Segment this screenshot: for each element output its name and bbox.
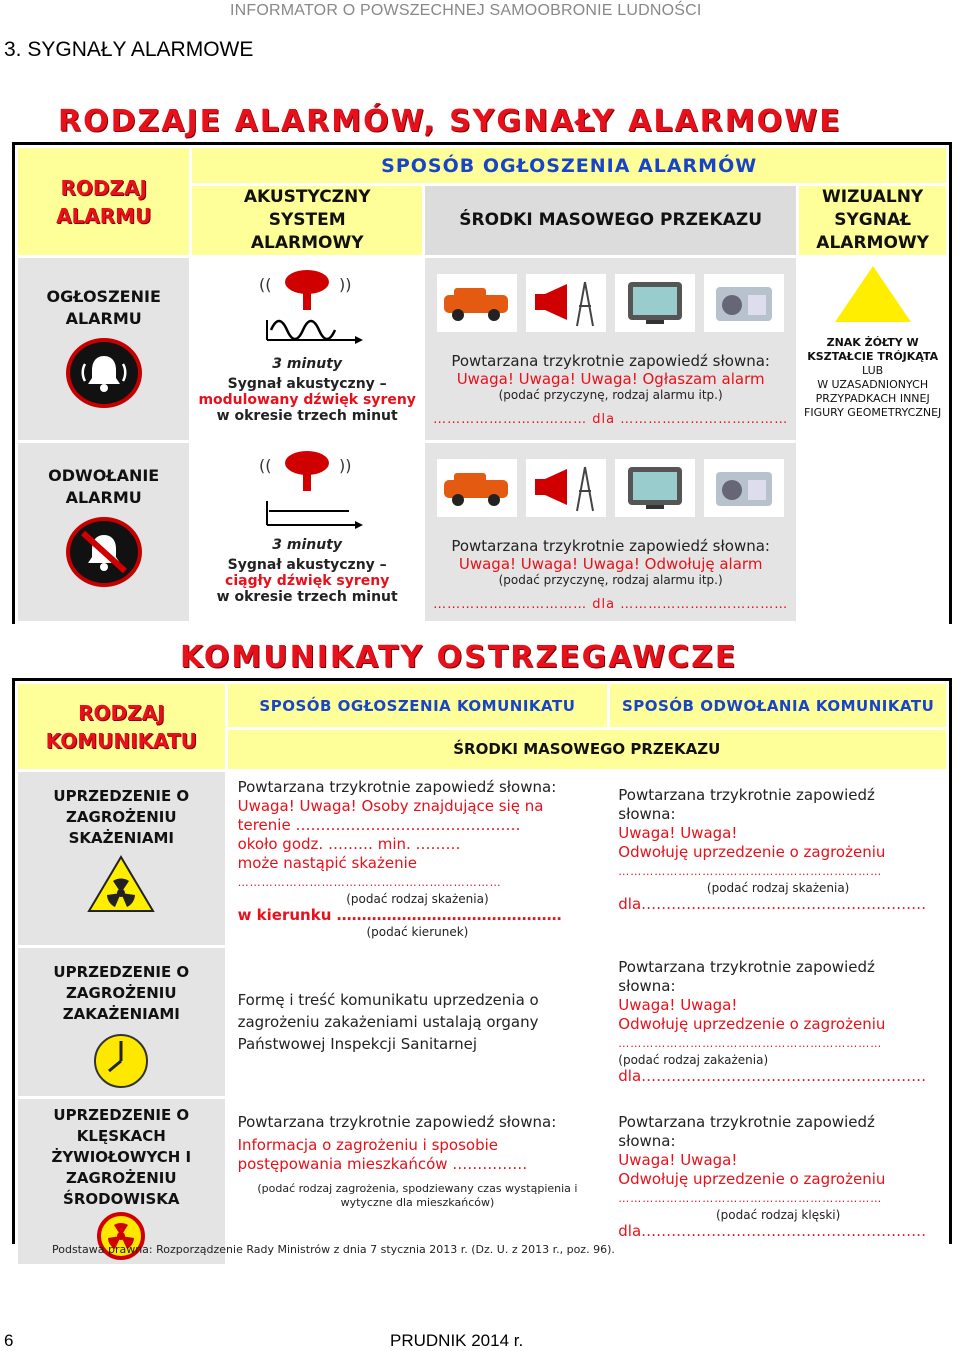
bell-crossed-icon <box>66 517 142 587</box>
television-icon <box>615 274 695 332</box>
acoustic-announce-cell: (( )) 3 minuty Sygnał akustyczny – modulowany dźwięk syreny w okresie trzech minut <box>191 257 424 442</box>
loudspeaker-car-icon <box>437 274 517 332</box>
section-title: 3. SYGNAŁY ALARMOWE <box>4 38 254 61</box>
hazard-icon <box>18 1212 225 1264</box>
visual-header: WIZUALNY SYGNAŁ ALARMOWY <box>798 185 948 257</box>
media-icons-cancel <box>425 453 796 523</box>
television-icon <box>615 459 695 517</box>
svg-text:)): )) <box>339 456 352 475</box>
acoustic-header: AKUSTYCZNY SYSTEM ALARMOWY <box>191 185 424 257</box>
announce-infection: Formę i treść komunikatu uprzedzenia o zagrożeniu zakażeniami ustalają organy Państwowej Inspekcji Sanitarnej <box>226 947 609 1098</box>
alarms-table <box>15 145 949 624</box>
cancel-infection: Powtarzana trzykrotnie zapowiedź słowna: Uwaga! Uwaga! Odwołuję uprzedzenie o zagrożeniu ………………………………………………………… (podać rodzaj zakażenia) dla………………………………………………… <box>609 947 948 1098</box>
alarm-kind-cancel: ODWOŁANIE ALARMU <box>17 442 191 623</box>
alarms-title: RODZAJE ALARMÓW, SYGNAŁY ALARMOWE <box>58 104 842 139</box>
legal-basis: Podstawa prawna: Rozporządzenie Rady Ministrów z dnia 7 stycznia 2013 r. (Dz. U. z 2013 r., poz. 96). <box>52 1243 615 1256</box>
warnings-title: KOMUNIKATY OSTRZEGAWCZE <box>180 640 738 675</box>
page-number: 6 <box>4 1331 14 1350</box>
announce-contamination: Powtarzana trzykrotnie zapowiedź słowna: Uwaga! Uwaga! Osoby znajdujące się na terenie ……………………………………… około godz. ……… min. ……… może nastąpić skażenie ………………………………………………………… (podać rodzaj skażenia) w kierunku ……………………………………… (podać kierunek) <box>226 771 609 947</box>
document-header-title: INFORMATOR O POWSZECHNEJ SAMOOBRONIE LUDNOŚCI <box>230 2 702 19</box>
warning-kind-infection: UPRZEDZENIE O ZAGROŻENIU ZAKAŻENIAMI <box>17 947 227 1098</box>
siren-continuous-icon <box>192 449 422 533</box>
svg-text:)): )) <box>339 275 352 294</box>
cancel-header: SPOSÓB ODWOŁANIA KOMUNIKATU <box>609 683 948 729</box>
alarms-kind-header: RODZAJ ALARMU <box>17 147 191 257</box>
warning-kind-contamination: UPRZEDZENIE O ZAGROŻENIU SKAŻENIAMI <box>17 771 227 947</box>
media-icons <box>425 268 796 338</box>
svg-text:((: (( <box>259 275 272 294</box>
media-announce-cell: Powtarzana trzykrotnie zapowiedź słowna: Uwaga! Uwaga! Uwaga! Ogłaszam alarm (podać przyczynę, rodzaj alarmu itp.) …………………………… dla ……………………………… <box>424 257 798 442</box>
announce-disaster: Powtarzana trzykrotnie zapowiedź słowna: Informacja o zagrożeniu i sposobie postępowania mieszkańców …………… (podać rodzaj zagrożenia, spodziewany czas wystąpienia i wytyczne dla mieszkańców) <box>226 1098 609 1266</box>
visual-empty-cell <box>798 442 948 623</box>
clock-icon <box>18 1031 225 1095</box>
media-cancel-cell: Powtarzana trzykrotnie zapowiedź słowna: Uwaga! Uwaga! Uwaga! Odwołuję alarm (podać przyczynę, rodzaj alarmu itp.) …………………………… dla ……………………………… <box>424 442 798 623</box>
warning-kind-disaster: UPRZEDZENIE O KLĘSKACH ŻYWIOŁOWYCH I ZAGROŻENIU ŚRODOWISKA <box>17 1098 227 1266</box>
megaphone-mast-icon <box>526 274 606 332</box>
warnings-table <box>15 681 949 1267</box>
radio-icon <box>704 274 784 332</box>
warnings-kind-header: RODZAJ KOMUNIKATU <box>17 683 227 771</box>
radio-icon <box>704 459 784 517</box>
yellow-triangle-icon <box>799 264 946 330</box>
visual-cell: ZNAK ŻÓŁTY W KSZTAŁCIE TRÓJKĄTA LUB W UZASADNIONYCH PRZYPADKACH INNEJ FIGURY GEOMETRYCZNEJ <box>798 257 948 442</box>
announce-header: SPOSÓB OGŁOSZENIA KOMUNIKATU <box>226 683 609 729</box>
alarms-method-header: SPOSÓB OGŁOSZENIA ALARMÓW <box>191 147 948 185</box>
svg-text:((: (( <box>259 456 272 475</box>
media-header: ŚRODKI MASOWEGO PRZEKAZU <box>424 185 798 257</box>
warnings-media-header: ŚRODKI MASOWEGO PRZEKAZU <box>226 729 947 771</box>
bell-icon <box>66 338 142 408</box>
radiation-icon <box>18 855 225 917</box>
loudspeaker-car-icon <box>437 459 517 517</box>
cancel-disaster: Powtarzana trzykrotnie zapowiedź słowna: Uwaga! Uwaga! Odwołuję uprzedzenie o zagrożeniu ………………………………………………………… (podać rodzaj klęski) dla………………………………………………… <box>609 1098 948 1266</box>
siren-icon <box>192 268 422 352</box>
acoustic-cancel-cell: (( )) 3 minuty Sygnał akustyczny – ciągły dźwięk syreny w okresie trzech minut <box>191 442 424 623</box>
megaphone-mast-icon <box>526 459 606 517</box>
alarm-kind-announce: OGŁOSZENIE ALARMU <box>17 257 191 442</box>
cancel-contamination: Powtarzana trzykrotnie zapowiedź słowna: Uwaga! Uwaga! Odwołuję uprzedzenie o zagrożeniu ………………………………………………………… (podać rodzaj skażenia) dla………………………………………………… <box>609 771 948 947</box>
footer-town: PRUDNIK 2014 r. <box>390 1331 524 1350</box>
